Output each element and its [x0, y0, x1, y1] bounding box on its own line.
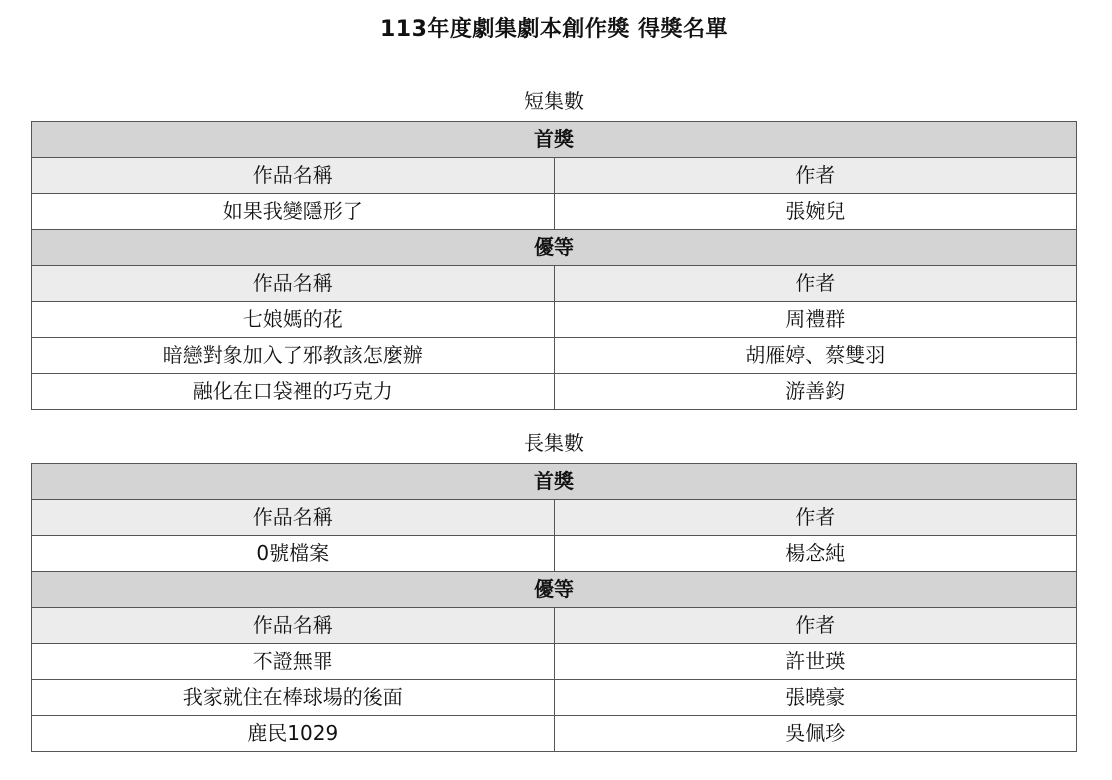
table-row: [32, 194, 1077, 230]
page-title: 113年度劇集劇本創作獎 得獎名單: [379, 17, 729, 42]
section-caption-long: 長集數: [524, 431, 584, 455]
table-row: [32, 536, 1077, 572]
award-row: [32, 230, 1077, 266]
column-header-work: 作品名稱: [32, 608, 555, 644]
author-name: 游善鈞: [554, 374, 1077, 410]
award-label: 首獎: [32, 464, 1077, 500]
table-row: [32, 302, 1077, 338]
column-header-work: 作品名稱: [32, 158, 555, 194]
work-title: 0號檔案: [32, 536, 555, 572]
table-row: [32, 680, 1077, 716]
award-row: [32, 464, 1077, 500]
work-title: 暗戀對象加入了邪教該怎麼辦: [32, 338, 555, 374]
author-name: 張曉豪: [554, 680, 1077, 716]
table-row: [32, 644, 1077, 680]
award-label: 首獎: [32, 122, 1077, 158]
author-name: 張婉兒: [554, 194, 1077, 230]
award-label: 優等: [32, 230, 1077, 266]
author-name: 周禮群: [554, 302, 1077, 338]
section-caption-short: 短集數: [524, 89, 584, 113]
work-title: 不證無罪: [32, 644, 555, 680]
work-title: 我家就住在棒球場的後面: [32, 680, 555, 716]
column-header-author: 作者: [554, 158, 1077, 194]
author-name: 胡雁婷、蔡雙羽: [554, 338, 1077, 374]
column-header-work: 作品名稱: [32, 500, 555, 536]
work-title: 如果我變隱形了: [32, 194, 555, 230]
award-table-long: [31, 463, 1077, 752]
table-row: [32, 338, 1077, 374]
award-label: 優等: [32, 572, 1077, 608]
table-header-row: [32, 158, 1077, 194]
work-title: 鹿民1029: [32, 716, 555, 752]
table-row: [32, 716, 1077, 752]
award-row: [32, 572, 1077, 608]
table-row: [32, 374, 1077, 410]
author-name: 楊念純: [554, 536, 1077, 572]
column-header-work: 作品名稱: [32, 266, 555, 302]
column-header-author: 作者: [554, 266, 1077, 302]
table-header-row: [32, 608, 1077, 644]
table-header-row: [32, 266, 1077, 302]
award-row: [32, 122, 1077, 158]
work-title: 七娘媽的花: [32, 302, 555, 338]
work-title: 融化在口袋裡的巧克力: [32, 374, 555, 410]
column-header-author: 作者: [554, 500, 1077, 536]
author-name: 吳佩珍: [554, 716, 1077, 752]
author-name: 許世瑛: [554, 644, 1077, 680]
award-table-short: [31, 121, 1077, 410]
column-header-author: 作者: [554, 608, 1077, 644]
table-header-row: [32, 500, 1077, 536]
